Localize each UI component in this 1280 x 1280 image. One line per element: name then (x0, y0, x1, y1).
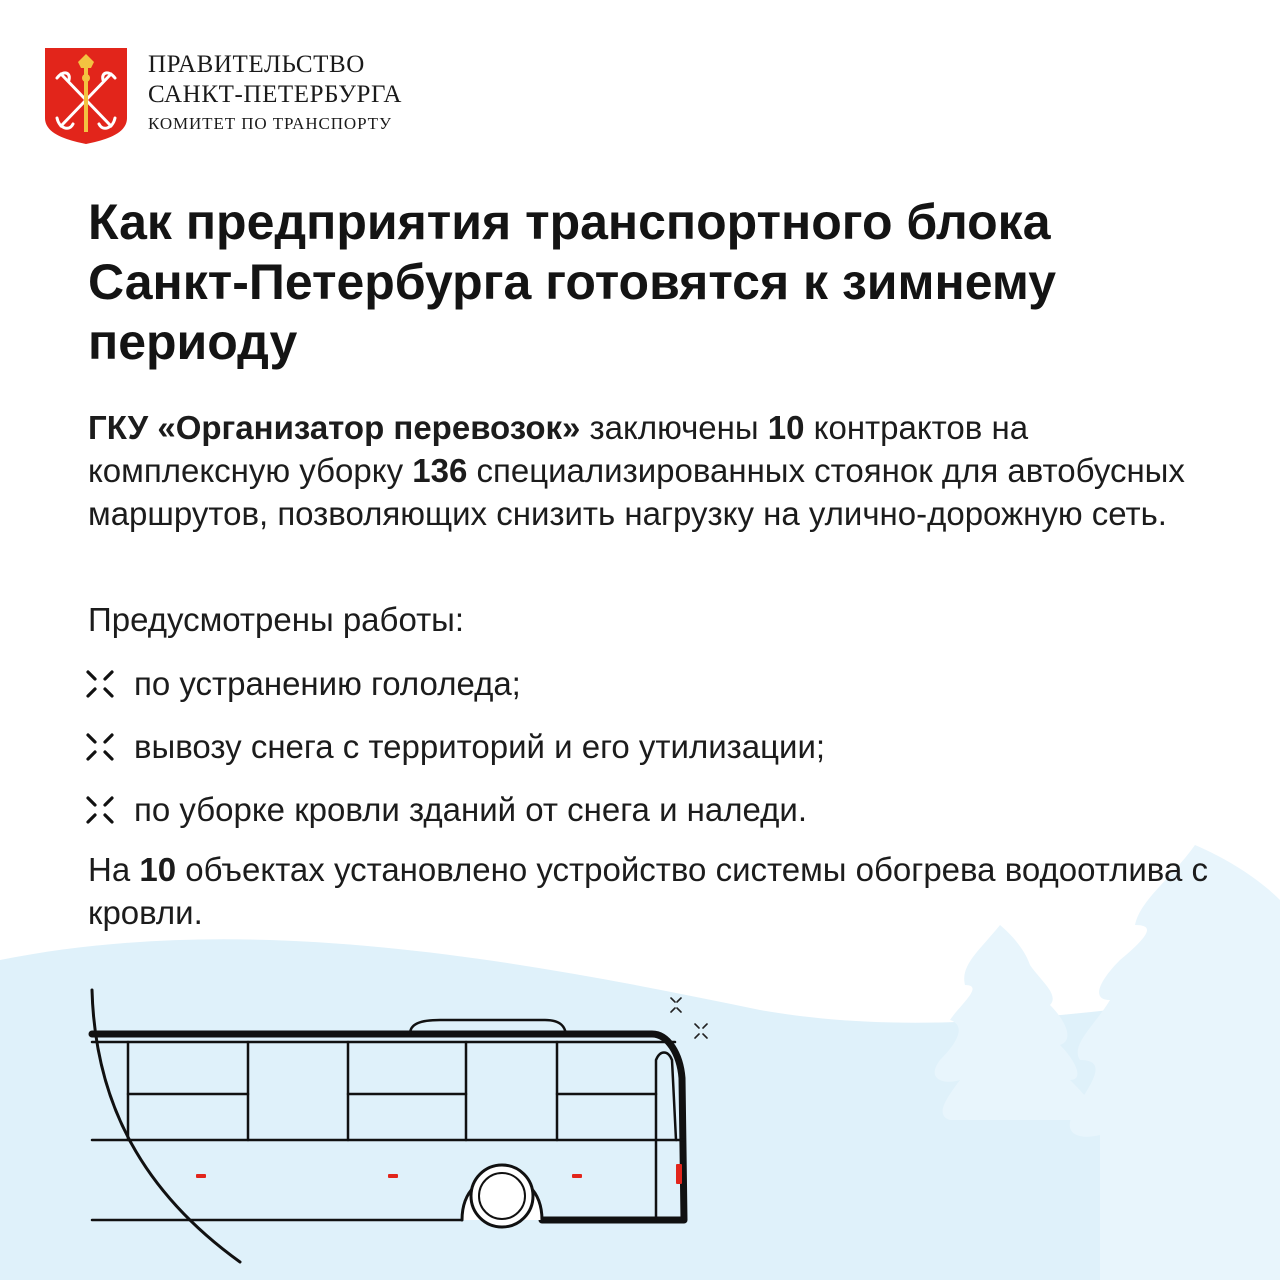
objects-count: 10 (139, 851, 177, 888)
paragraph-text: заключены (580, 409, 768, 446)
list-item (82, 652, 825, 715)
snowflake-bullet-icon (82, 731, 118, 763)
contracts-paragraph (88, 406, 1208, 535)
paragraph-text: специализированных стоянок для автобусных маршрутов, позволяющих снизить нагрузку на улично-дорожную сеть. (88, 452, 1185, 532)
paragraph-text: контрактов на комплексную уборку (88, 409, 1029, 489)
works-intro: Предусмотрены работы: (88, 601, 465, 638)
list-item (82, 778, 825, 841)
snowflake-bullet-icon (82, 668, 118, 700)
parking-count: 136 (412, 452, 468, 489)
spb-coat-of-arms-icon (45, 48, 127, 144)
works-list (82, 652, 825, 841)
snowflake-bullet-icon (82, 794, 118, 826)
org-name: ГКУ «Организатор перевозок» (88, 409, 581, 446)
org-line-2: САНКТ-ПЕТЕРБУРГА (148, 81, 403, 108)
org-line-1: ПРАВИТЕЛЬСТВО (148, 51, 365, 78)
paragraph-text: На (88, 851, 140, 888)
list-item (82, 715, 825, 778)
list-item-text: по уборке кровли зданий от снега и наледи. (134, 790, 807, 828)
page-title: Как предприятия транспортного блока Санкт-Петербурга готовятся к зимнему периоду (88, 194, 1057, 370)
org-committee: КОМИТЕТ ПО ТРАНСПОРТУ (148, 114, 392, 133)
paragraph-text: объектах установлено устройство системы обогрева водоотлива с кровли. (88, 851, 1208, 931)
list-item-text: по устранению гололеда; (134, 664, 521, 702)
heating-paragraph (88, 848, 1208, 934)
contracts-count: 10 (767, 409, 805, 446)
list-item-text: вывозу снега с территорий и его утилизации; (134, 727, 826, 765)
organization-name (148, 50, 402, 138)
